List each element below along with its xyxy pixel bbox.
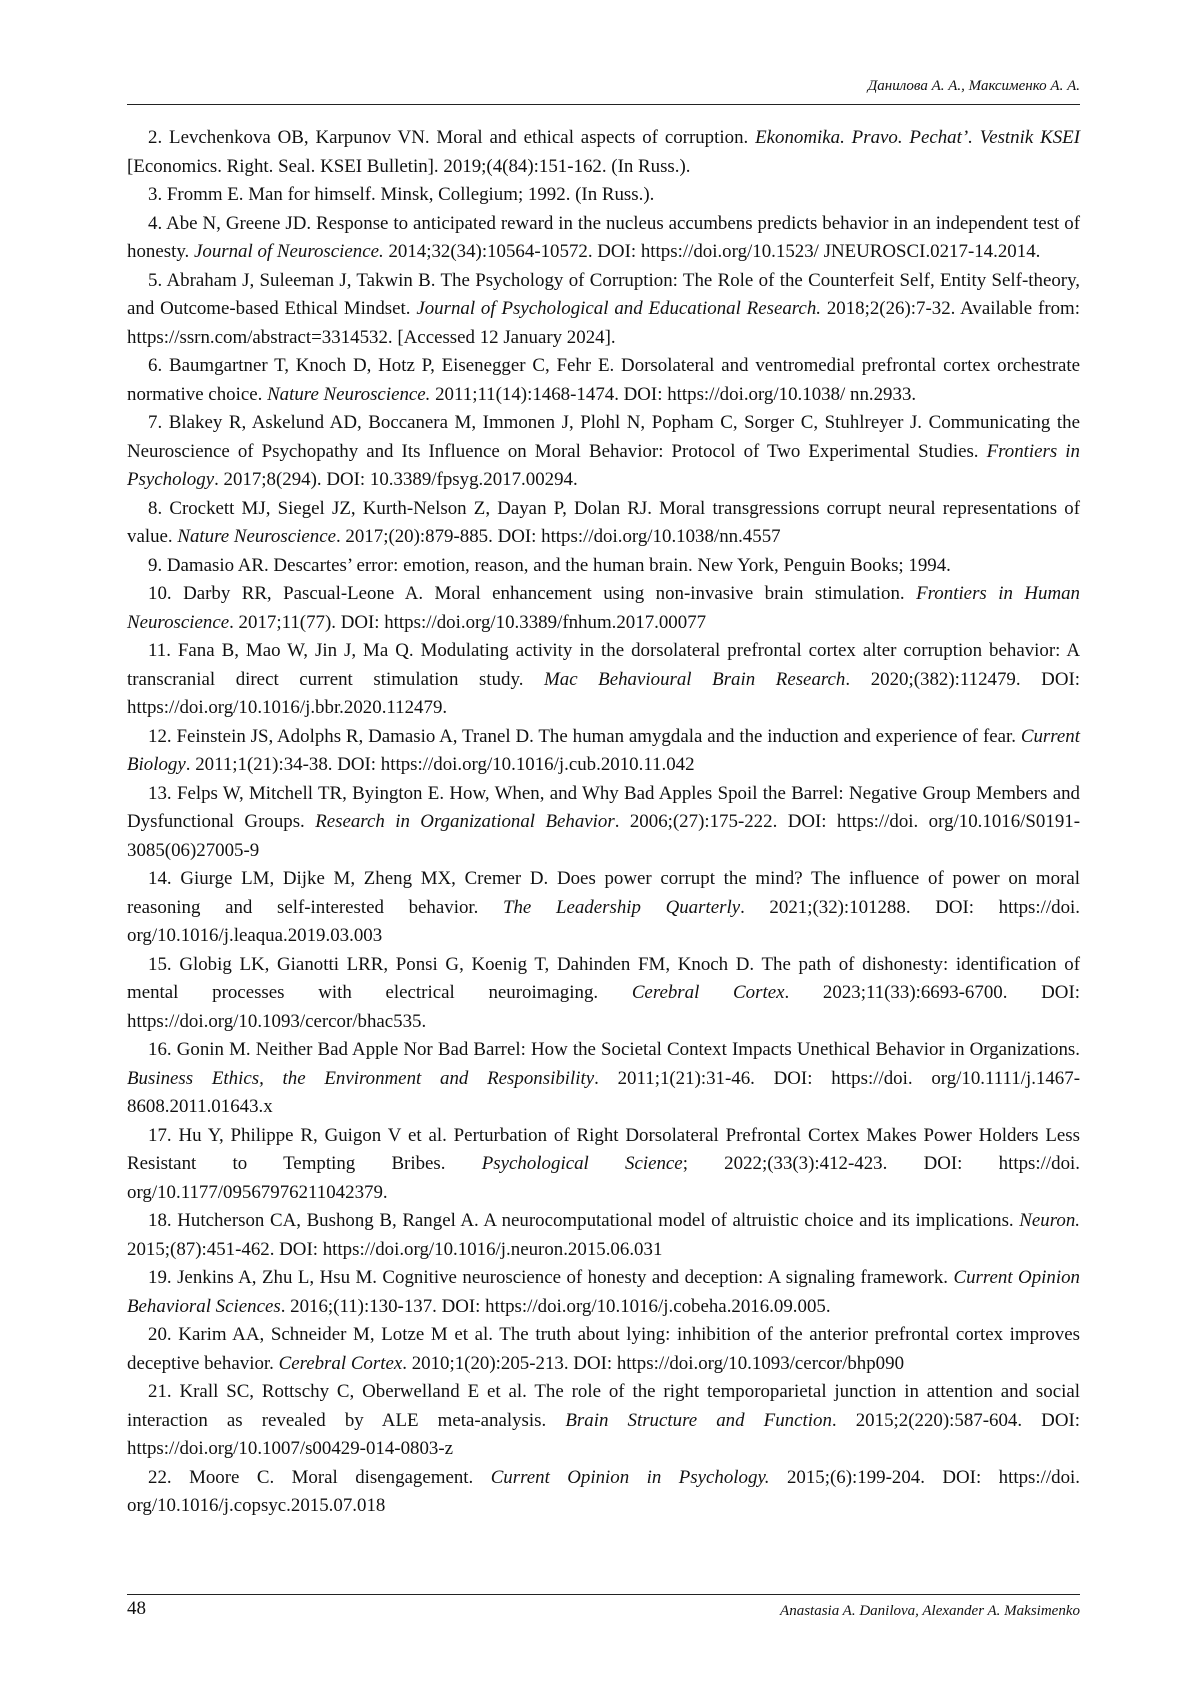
reference-number: 16. xyxy=(148,1039,172,1060)
reference-details: . 2015;2(220):587-604. DOI: https://doi.org/10.1007/s00429-014-0803-z xyxy=(127,1409,1081,1459)
reference-text: Gonin M. Neither Bad Apple Nor Bad Barrel: How the Societal Context Impacts Unethical Behavior in Organizations. xyxy=(176,1039,1080,1060)
reference-text: Fana B, Mao W, Jin J, Ma Q. Modulating activity in the dorsolateral prefrontal cortex alter corruption behavior: A transcranial direct current stimulation study. xyxy=(127,640,1080,690)
reference-number: 4. xyxy=(148,212,163,234)
reference-details: ; 2022;(33(3):412-423. DOI: https://doi. org/10.1177/09567976211042379. xyxy=(127,1153,1080,1203)
reference-text: Krall SC, Rottschy C, Oberwelland E et al. The role of the right temporoparietal junction in attention and social interaction as revealed by ALE meta-analysis. xyxy=(127,1381,1080,1431)
reference-text: Giurge LM, Dijke M, Zheng MX, Cremer D. Does power corrupt the mind? The influence of power on moral reasoning and self-interested behavior. xyxy=(127,868,1080,918)
reference-journal: Current Opinion Behavioral Sciences xyxy=(127,1267,1080,1317)
reference-item xyxy=(127,495,1080,552)
reference-item xyxy=(127,865,1080,951)
reference-journal: Frontiers in Human Neuroscience xyxy=(127,583,1080,633)
reference-number: 9. xyxy=(148,554,163,576)
running-footer-authors: Anastasia A. Danilova, Alexander A. Maksimenko xyxy=(780,1603,1080,1619)
reference-details: . 2010;1(20):205-213. DOI: https://doi.org/10.1093/cercor/bhp090 xyxy=(402,1352,905,1374)
reference-details: 2015;(6):199-204. DOI: https://doi. org/10.1016/j.copsyc.2015.07.018 xyxy=(127,1466,1080,1516)
reference-item xyxy=(127,181,1080,210)
reference-details: . 2011;1(21):34-38. DOI: https://doi.org/10.1016/j.cub.2010.11.042 xyxy=(185,754,695,775)
reference-item xyxy=(127,1464,1080,1521)
reference-text: Abraham J, Suleeman J, Takwin B. The Psychology of Corruption: The Role of the Counterfeit Self, Entity Self-theory, and Outcome-based Ethical Mindset. xyxy=(127,269,1081,319)
reference-details: [Economics. Right. Seal. KSEI Bulletin]. 2019;(4(84):151-162. (In Russ.). xyxy=(127,155,691,177)
reference-journal: The Leadership Quarterly xyxy=(502,896,741,918)
reference-number: 2. xyxy=(148,127,163,148)
reference-details: . 2011;1(21):31-46. DOI: https://doi. org/10.1111/j.1467-8608.2011.01643.x xyxy=(127,1067,1080,1117)
reference-item xyxy=(127,1264,1080,1321)
reference-list xyxy=(127,124,1080,1521)
reference-text: Fromm E. Man for himself. Minsk, Collegium; 1992. (In Russ.). xyxy=(166,184,655,205)
reference-journal: Nature Neuroscience. xyxy=(267,383,431,405)
reference-number: 6. xyxy=(148,355,163,376)
reference-text: Hutcherson CA, Bushong B, Rangel A. A neurocomputational model of altruistic choice and its implications. xyxy=(177,1210,1020,1231)
reference-number: 13. xyxy=(148,782,172,804)
footer-rule xyxy=(127,1594,1080,1595)
reference-journal: Journal of Neuroscience. xyxy=(193,241,384,262)
reference-number: 12. xyxy=(148,725,172,747)
reference-text: Levchenkova OB, Karpunov VN. Moral and ethical aspects of corruption. xyxy=(169,127,756,148)
reference-number: 3. xyxy=(148,184,163,205)
reference-number: 20. xyxy=(148,1324,172,1345)
reference-text: Abe N, Greene JD. Response to anticipated reward in the nucleus accumbens predicts behavior in an independent test of honesty. xyxy=(127,212,1080,262)
reference-details: 2011;11(14):1468-1474. DOI: https://doi.org/10.1038/ nn.2933. xyxy=(430,383,917,405)
page-number: 48 xyxy=(127,1598,146,1619)
reference-number: 19. xyxy=(148,1267,172,1288)
reference-journal: Current Biology xyxy=(127,725,1080,775)
reference-journal: Cerebral Cortex xyxy=(278,1352,403,1374)
reference-number: 7. xyxy=(148,412,163,433)
reference-details: . 2016;(11):130-137. DOI: https://doi.org/10.1016/j.cobeha.2016.09.005. xyxy=(280,1295,831,1317)
reference-text: Globig LK, Gianotti LRR, Ponsi G, Koenig T, Dahinden FM, Knoch D. The path of dishonesty: identification of mental processes with electrical neuroimaging. xyxy=(127,953,1080,1003)
reference-text: Baumgartner T, Knoch D, Hotz P, Eisenegger C, Fehr E. Dorsolateral and ventromedial prefrontal cortex orchestrate normative choice. xyxy=(127,355,1080,405)
running-header: Данилова А. А., Максименко А. А. xyxy=(867,78,1080,94)
reference-item xyxy=(127,1321,1080,1378)
reference-text: Karim AA, Schneider M, Lotze M et al. The truth about lying: inhibition of the anterior prefrontal cortex improves deceptive behavior. xyxy=(127,1324,1080,1374)
reference-number: 5. xyxy=(148,269,163,291)
reference-item xyxy=(127,352,1080,409)
reference-number: 21. xyxy=(148,1381,172,1402)
reference-item xyxy=(127,723,1080,780)
reference-journal: Brain Structure and Function xyxy=(565,1409,832,1431)
reference-text: Jenkins A, Zhu L, Hsu M. Cognitive neuroscience of honesty and deception: A signaling framework. xyxy=(177,1267,954,1288)
reference-journal: Ekonomika. Pravo. Pechat’. Vestnik KSEI xyxy=(755,127,1081,148)
reference-details: . 2006;(27):175-222. DOI: https://doi. org/10.1016/S0191-3085(06)27005-9 xyxy=(127,811,1080,861)
reference-item xyxy=(127,267,1080,353)
reference-details: 2014;32(34):10564-10572. DOI: https://doi.org/10.1523/ JNEUROSCI.0217-14.2014. xyxy=(383,241,1041,262)
reference-number: 14. xyxy=(148,868,172,889)
reference-item xyxy=(127,124,1080,181)
reference-journal: Neuron. xyxy=(1019,1210,1080,1231)
reference-item xyxy=(127,780,1080,866)
reference-details: 2015;(87):451-462. DOI: https://doi.org/10.1016/j.neuron.2015.06.031 xyxy=(127,1238,663,1260)
reference-details: . 2020;(382):112479. DOI: https://doi.org/10.1016/j.bbr.2020.112479. xyxy=(127,668,1080,718)
reference-details: . 2017;11(77). DOI: https://doi.org/10.3389/fnhum.2017.00077 xyxy=(229,611,707,633)
reference-text: Darby RR, Pascual-Leone A. Moral enhancement using non-invasive brain stimulation. xyxy=(183,583,917,604)
reference-number: 10. xyxy=(148,583,172,604)
reference-item xyxy=(127,1378,1080,1464)
reference-journal: Frontiers in Psychology xyxy=(127,440,1080,490)
reference-text: Crockett MJ, Siegel JZ, Kurth-Nelson Z, Dayan P, Dolan RJ. Moral transgressions corrupt neural representations of value. xyxy=(127,497,1080,547)
reference-number: 8. xyxy=(148,497,163,519)
reference-number: 22. xyxy=(148,1466,172,1488)
reference-item xyxy=(127,1207,1080,1264)
reference-text: Feinstein JS, Adolphs R, Damasio A, Tranel D. The human amygdala and the induction and experience of fear. xyxy=(176,725,1021,747)
reference-number: 15. xyxy=(148,953,172,975)
reference-text: Hu Y, Philippe R, Guigon V et al. Perturbation of Right Dorsolateral Prefrontal Cortex Makes Power Holders Less Resistant to Tempting Bribes. xyxy=(127,1124,1080,1174)
reference-text: Felps W, Mitchell TR, Byington E. How, When, and Why Bad Apples Spoil the Barrel: Negative Group Members and Dysfunctional Groups. xyxy=(127,782,1080,832)
reference-item xyxy=(127,1122,1080,1208)
reference-item xyxy=(127,951,1080,1037)
reference-details: . 2017;(20):879-885. DOI: https://doi.org/10.1038/nn.4557 xyxy=(335,526,781,547)
reference-details: . 2023;11(33):6693-6700. DOI: https://doi.org/10.1093/cercor/bhac535. xyxy=(127,982,1080,1032)
reference-number: 17. xyxy=(148,1124,172,1146)
reference-number: 18. xyxy=(148,1210,172,1231)
reference-item xyxy=(127,580,1080,637)
reference-journal: Business Ethics, the Environment and Responsibility xyxy=(127,1067,595,1089)
reference-journal: Current Opinion in Psychology. xyxy=(490,1466,770,1488)
reference-text: Moore C. Moral disengagement. xyxy=(189,1466,491,1488)
reference-item xyxy=(127,210,1080,267)
reference-item xyxy=(127,1036,1080,1122)
reference-journal: Nature Neuroscience xyxy=(177,526,336,547)
header-rule xyxy=(127,104,1080,105)
reference-details: . 2021;(32):101288. DOI: https://doi. org/10.1016/j.leaqua.2019.03.003 xyxy=(127,896,1080,946)
reference-details: . 2017;8(294). DOI: 10.3389/fpsyg.2017.00294. xyxy=(214,469,578,490)
reference-item xyxy=(127,637,1080,723)
reference-journal: Psychological Science xyxy=(481,1153,683,1174)
reference-text: Damasio AR. Descartes’ error: emotion, reason, and the human brain. New York, Penguin Books; 1994. xyxy=(166,554,951,576)
reference-number: 11. xyxy=(148,640,171,661)
reference-journal: Journal of Psychological and Educational Research. xyxy=(416,298,821,319)
reference-details: 2018;2(26):7-32. Available from: https://ssrn.com/abstract=3314532. [Accessed 12 January 2024]. xyxy=(127,298,1081,348)
reference-item xyxy=(127,552,1080,581)
reference-text: Blakey R, Askelund AD, Boccanera M, Immonen J, Plohl N, Popham C, Sorger C, Stuhlreyer J. Communicating the Neuroscience of Psychopathy and Its Influence on Moral Behavior: Protocol of Two Experimental Studies. xyxy=(127,412,1080,462)
reference-journal: Cerebral Cortex xyxy=(631,982,785,1003)
reference-item xyxy=(127,409,1080,495)
reference-journal: Research in Organizational Behavior xyxy=(315,811,615,832)
reference-journal: Mac Behavioural Brain Research xyxy=(544,668,846,690)
